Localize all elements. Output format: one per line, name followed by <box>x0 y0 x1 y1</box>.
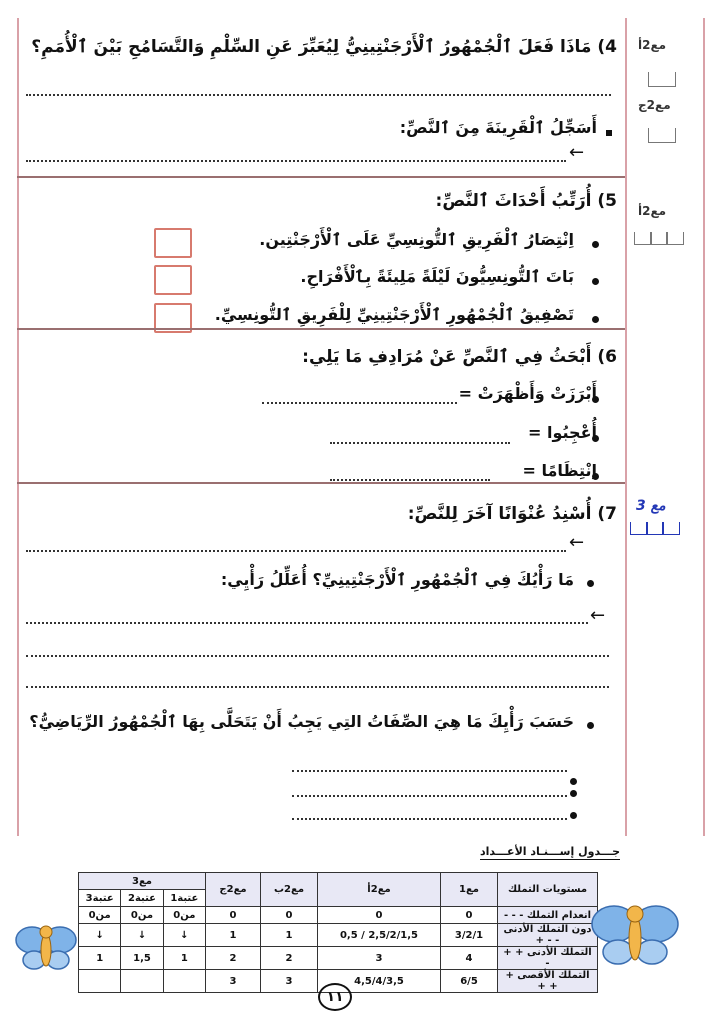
margin-line-far-right <box>703 18 705 836</box>
table-cell: 4 <box>441 947 498 970</box>
table-cell: 6/5 <box>441 970 498 993</box>
butterfly-icon <box>590 898 680 972</box>
table-cell <box>163 970 205 993</box>
table-cell: 1 <box>206 924 261 947</box>
table-row <box>79 947 598 970</box>
synonym-item: أَبْرَزَتْ وَأَظْهَرَتْ = <box>458 384 597 403</box>
synonym-item: أُعْجِبُوا = <box>528 423 597 442</box>
table-cell: ↓ <box>163 924 205 947</box>
qualities-question: حَسَبَ رَأْيِكَ مَا هِيَ الصِّفَاتُ التِي يَجِبُ أَنْ يَتَحَلَّى بِهَا ٱلْجُمْهُورُ الرِّيَاضِيُّ؟ <box>29 712 574 731</box>
table-cell <box>121 970 163 993</box>
table-cell: 4,5/4/3,5 <box>318 970 441 993</box>
row-label: دون التملك الأدنى - - + <box>498 924 598 947</box>
bullet-icon <box>587 722 594 729</box>
bullet-icon <box>570 790 577 797</box>
arrow-left-icon: ← <box>569 142 585 163</box>
table-header: مع2ب <box>261 873 318 907</box>
answer-line[interactable] <box>292 770 567 772</box>
bullet-icon <box>592 316 599 323</box>
table-row <box>79 907 598 924</box>
table-header: مستويات التملك <box>498 873 598 907</box>
table-cell <box>79 970 121 993</box>
bullet-icon <box>587 580 594 587</box>
answer-line[interactable] <box>26 622 588 624</box>
table-cell: 1 <box>163 947 205 970</box>
bullet-icon <box>592 241 599 248</box>
table-subheader: عتبة1 <box>163 890 205 907</box>
table-cell: 3 <box>318 947 441 970</box>
table-cell: 1 <box>261 924 318 947</box>
grading-table <box>78 872 598 993</box>
table-cell: 0 <box>318 907 441 924</box>
table-cell: 2 <box>261 947 318 970</box>
table-cell: 3 <box>261 970 318 993</box>
question-6-title: 6) أَبْحَثُ فِي ٱلنَّصِّ عَنْ مُرَادِفِ مَا يَلِي: <box>302 347 617 367</box>
answer-line[interactable] <box>330 442 510 444</box>
answer-line[interactable] <box>26 686 609 688</box>
table-cell: من0 <box>121 907 163 924</box>
table-cell: ↓ <box>79 924 121 947</box>
synonym-item: اِنْتِظَامًا = <box>522 461 597 480</box>
section-divider <box>17 176 625 178</box>
event-item: تَصْفِيقُ ٱلْجُمْهُورِ ٱلْأَرْجَنْتِينِيِّ لِلْفَرِيقِ ٱلتُّونِسِيِّ. <box>214 305 574 324</box>
answer-line[interactable] <box>262 402 457 404</box>
row-label: التملك الأدنى + + - <box>498 947 598 970</box>
bullet-icon <box>570 812 577 819</box>
answer-line[interactable] <box>292 795 567 797</box>
table-header: مع3 <box>79 873 206 890</box>
table-cell: 2 <box>206 947 261 970</box>
butterfly-icon <box>14 918 78 976</box>
answer-line[interactable] <box>26 655 609 657</box>
question-5-title: 5) أُرَتِّبُ أَحْدَاثَ ٱلنَّصِّ: <box>435 191 617 211</box>
event-item: اِنْتِصَارُ ٱلْفَرِيقِ ٱلتُّونِسِيِّ عَلَى ٱلْأَرْجَنْتِين. <box>259 230 574 249</box>
criterion-label: مع2أ <box>638 204 667 218</box>
table-cell: من0 <box>79 907 121 924</box>
table-cell: 3/2/1 <box>441 924 498 947</box>
score-box[interactable] <box>648 72 676 87</box>
section-divider <box>17 328 625 330</box>
answer-line[interactable] <box>26 160 566 162</box>
row-label: التملك الأقصى + + + <box>498 970 598 993</box>
criterion-label: مع2أ <box>638 38 667 52</box>
question-4-sub: أَسَجِّلُ ٱلْقَرِينَةَ مِنَ ٱلنَّصِّ: <box>399 118 597 137</box>
table-cell: 3 <box>206 970 261 993</box>
table-header: مع2ج <box>206 873 261 907</box>
score-box[interactable] <box>648 128 676 143</box>
bullet-icon <box>570 778 577 785</box>
order-box[interactable] <box>154 265 192 295</box>
table-cell: 2,5/2/1,5 / 0,5 <box>318 924 441 947</box>
event-item: بَاتَ ٱلتُّونِسِيُّونَ لَيْلَةً مَلِيئَةً بِٱلْأَفْرَاحِ. <box>300 267 574 286</box>
question-7-title: 7) أُسْنِدُ عُنْوَانًا آخَرَ لِلنَّصِّ: <box>407 504 617 524</box>
bullet-icon <box>592 278 599 285</box>
arrow-left-icon: ← <box>569 532 585 553</box>
table-header: مع1 <box>441 873 498 907</box>
answer-line[interactable] <box>26 94 611 96</box>
table-cell: 0 <box>206 907 261 924</box>
arrow-left-icon: ← <box>590 605 606 626</box>
section-divider <box>17 482 625 484</box>
row-label: انعدام التملك - - - <box>498 907 598 924</box>
table-row <box>79 924 598 947</box>
table-cell: 0 <box>261 907 318 924</box>
table-subheader: عتبة2 <box>121 890 163 907</box>
table-cell: ↓ <box>121 924 163 947</box>
order-box[interactable] <box>154 228 192 258</box>
table-subheader: عتبة3 <box>79 890 121 907</box>
criterion-label: مع 3 <box>636 498 666 514</box>
score-box[interactable] <box>666 232 684 245</box>
opinion-question: مَا رَأْيُكَ فِي ٱلْجُمْهُورِ ٱلْأَرْجَنْتِينِيِّ؟ أُعَلِّلُ رَأْيِي: <box>220 570 574 589</box>
margin-line-left <box>17 18 19 836</box>
criterion-label: مع2ج <box>638 98 671 112</box>
table-cell: 1 <box>79 947 121 970</box>
score-box[interactable] <box>662 522 680 535</box>
table-header: مع2أ <box>318 873 441 907</box>
table-cell: 0 <box>441 907 498 924</box>
page-number: ١١ <box>318 983 352 1011</box>
grading-table-title: جـــدول إســـنـاد الأعـــداد <box>480 845 621 858</box>
bullet-icon <box>606 130 612 136</box>
table-cell: من0 <box>163 907 205 924</box>
table-cell: 1,5 <box>121 947 163 970</box>
answer-line[interactable] <box>330 479 490 481</box>
margin-line-right <box>625 18 627 836</box>
answer-line[interactable] <box>292 818 567 820</box>
question-4-title: 4) مَاذَا فَعَلَ ٱلْجُمْهُورُ ٱلْأَرْجَنْتِينِيُّ لِيُعَبِّرَ عَنِ السِّلْمِ وَالتَّسَامُحِ بَيْنَ ٱلْأُمَمِ؟ <box>31 37 617 57</box>
answer-line[interactable] <box>26 550 566 552</box>
